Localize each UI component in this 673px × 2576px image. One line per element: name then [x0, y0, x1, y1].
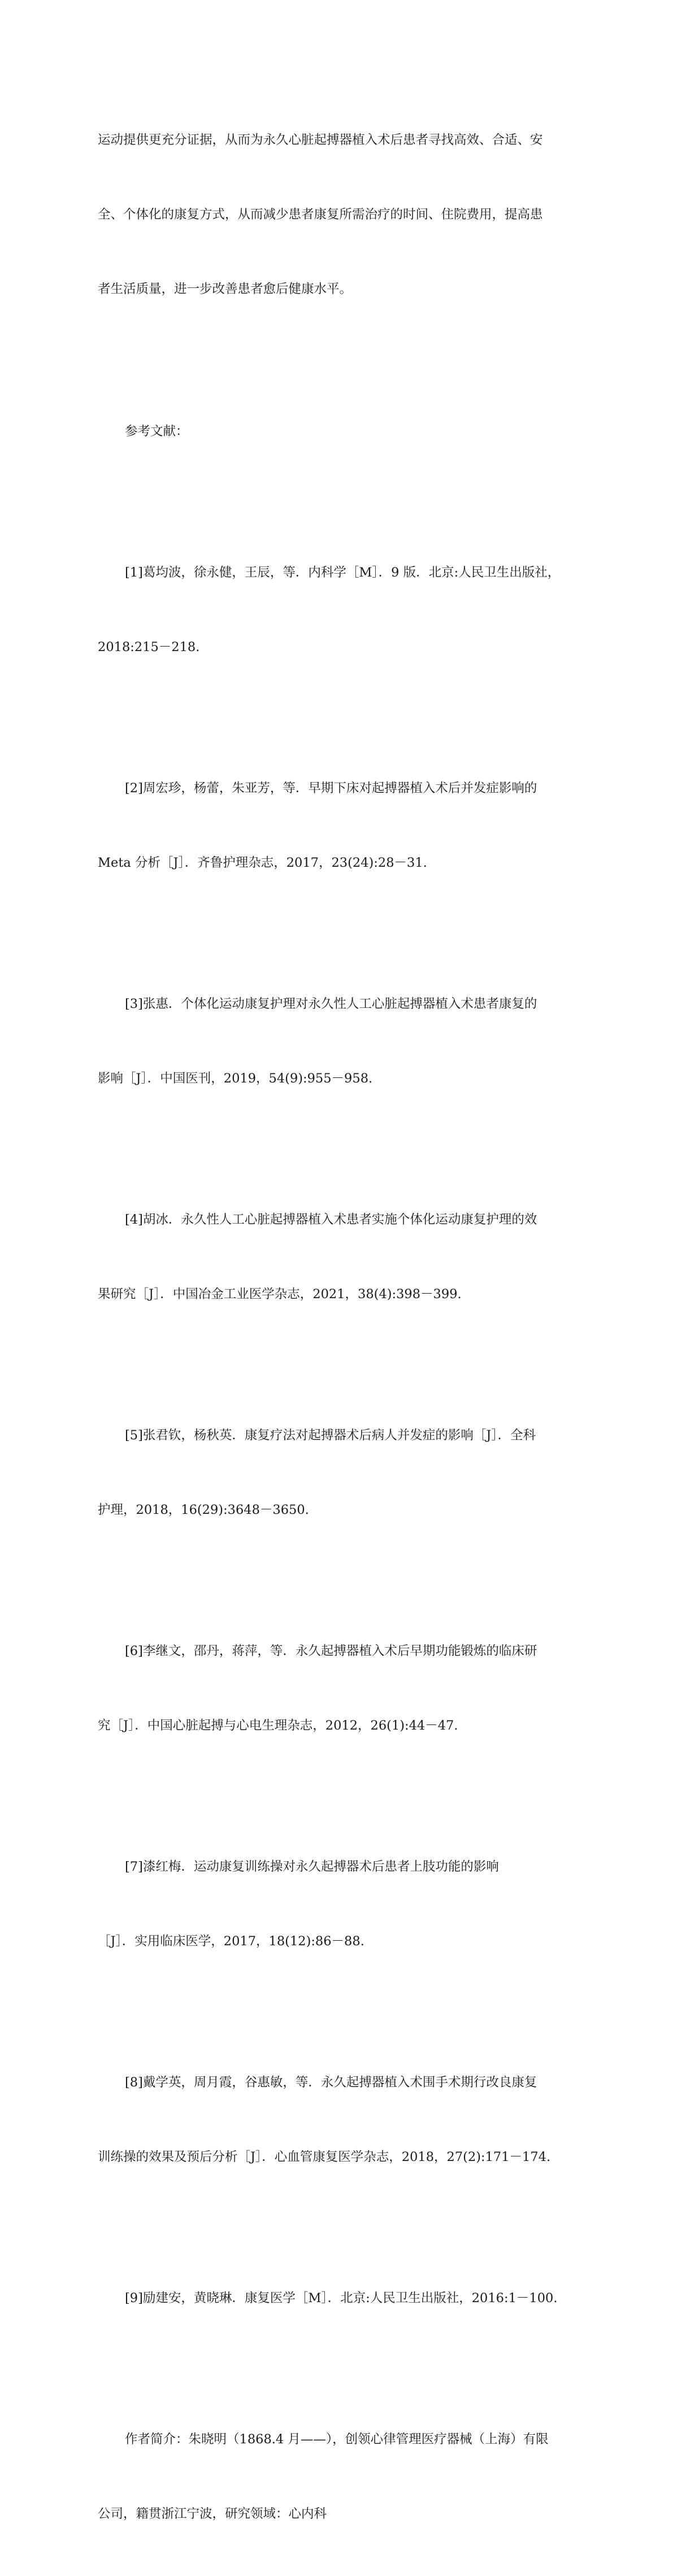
references-heading-text: 参考文献： — [125, 424, 189, 439]
reference-line-1: [4]胡冰．永久性人工心脏起搏器植入术患者实施个体化运动康复护理的效 — [125, 1212, 537, 1227]
author-line-2: 公司，籍贯浙江宁波，研究领域：心内科 — [98, 2507, 327, 2521]
author-line-1: 作者简介：朱晓明（1868.4 月——），创领心律管理医疗器械（上海）有限 — [125, 2432, 549, 2447]
reference-item-3 — [98, 942, 589, 1141]
reference-line-2: 究［J］．中国心脏起搏与心电生理杂志，2012，26(1):44－47. — [98, 1718, 458, 1733]
reference-line-1: [8]戴学英，周月霞，谷惠敏，等．永久起搏器植入术围手术期行改良康复 — [125, 2075, 537, 2090]
reference-line-2: 训练操的效果及预后分析［J］．心血管康复医学杂志，2018，27(2):171－174. — [98, 2150, 551, 2164]
reference-item-8 — [98, 2020, 589, 2219]
reference-line-2: Meta 分析［J］．齐鲁护理杂志，2017，23(24):28－31. — [98, 855, 427, 870]
reference-line-2: ［J］．实用临床医学，2017，18(12):86－88. — [98, 1934, 364, 1949]
reference-line-1: [6]李继文，邵丹，蒋萍，等．永久起搏器植入术后早期功能锻炼的临床研 — [125, 1644, 537, 1658]
reference-line-2: 2018:215－218. — [98, 640, 200, 654]
reference-line-1: [2]周宏珍，杨蕾，朱亚芳，等．早期下床对起搏器植入术后并发症影响的 — [125, 781, 537, 796]
reference-item-7 — [98, 1805, 589, 2003]
reference-item-4 — [98, 1158, 589, 1356]
reference-item-9 — [98, 2236, 589, 2360]
reference-line-2: 果研究［J］．中国冶金工业医学杂志，2021，38(4):398－399. — [98, 1287, 462, 1302]
reference-line-2: 影响［J］．中国医刊，2019，54(9):955－958. — [98, 1071, 373, 1086]
intro-line-1: 运动提供更充分证据，从而为永久心脏起搏器植入术后患者寻找高效、合适、安 — [98, 133, 543, 147]
reference-line-1: [7]漆红梅．运动康复训练操对永久起搏器术后患者上肢功能的影响 — [125, 1859, 499, 1874]
author-bio — [98, 2377, 589, 2576]
reference-item-1 — [98, 510, 589, 709]
reference-item-2 — [98, 726, 589, 925]
reference-line-1: [5]张君钦，杨秋英．康复疗法对起搏器术后病人并发症的影响［J］．全科 — [125, 1428, 536, 1443]
reference-item-5 — [98, 1373, 589, 1572]
reference-line-1: [9]励建安，黄晓琳．康复医学［M］．北京:人民卫生出版社，2016:1－100. — [125, 2291, 558, 2306]
reference-item-6 — [98, 1589, 589, 1788]
reference-line-1: [1]葛均波，徐永健，王辰，等．内科学［M］．9 版．北京:人民卫生出版社， — [125, 565, 561, 580]
reference-line-1: [3]张惠．个体化运动康复护理对永久性人工心脏起搏器植入术患者康复的 — [125, 997, 537, 1011]
reference-line-2: 护理，2018，16(29):3648－3650. — [98, 1503, 309, 1517]
intro-line-2: 全、个体化的康复方式，从而减少患者康复所需治疗的时间、住院费用，提高患 — [98, 207, 543, 222]
intro-line-3: 者生活质量，进一步改善患者愈后健康水平。 — [98, 282, 353, 296]
document-page — [98, 78, 589, 2576]
reference-list — [98, 510, 589, 2360]
references-heading — [98, 369, 589, 494]
intro-paragraph — [98, 78, 589, 351]
